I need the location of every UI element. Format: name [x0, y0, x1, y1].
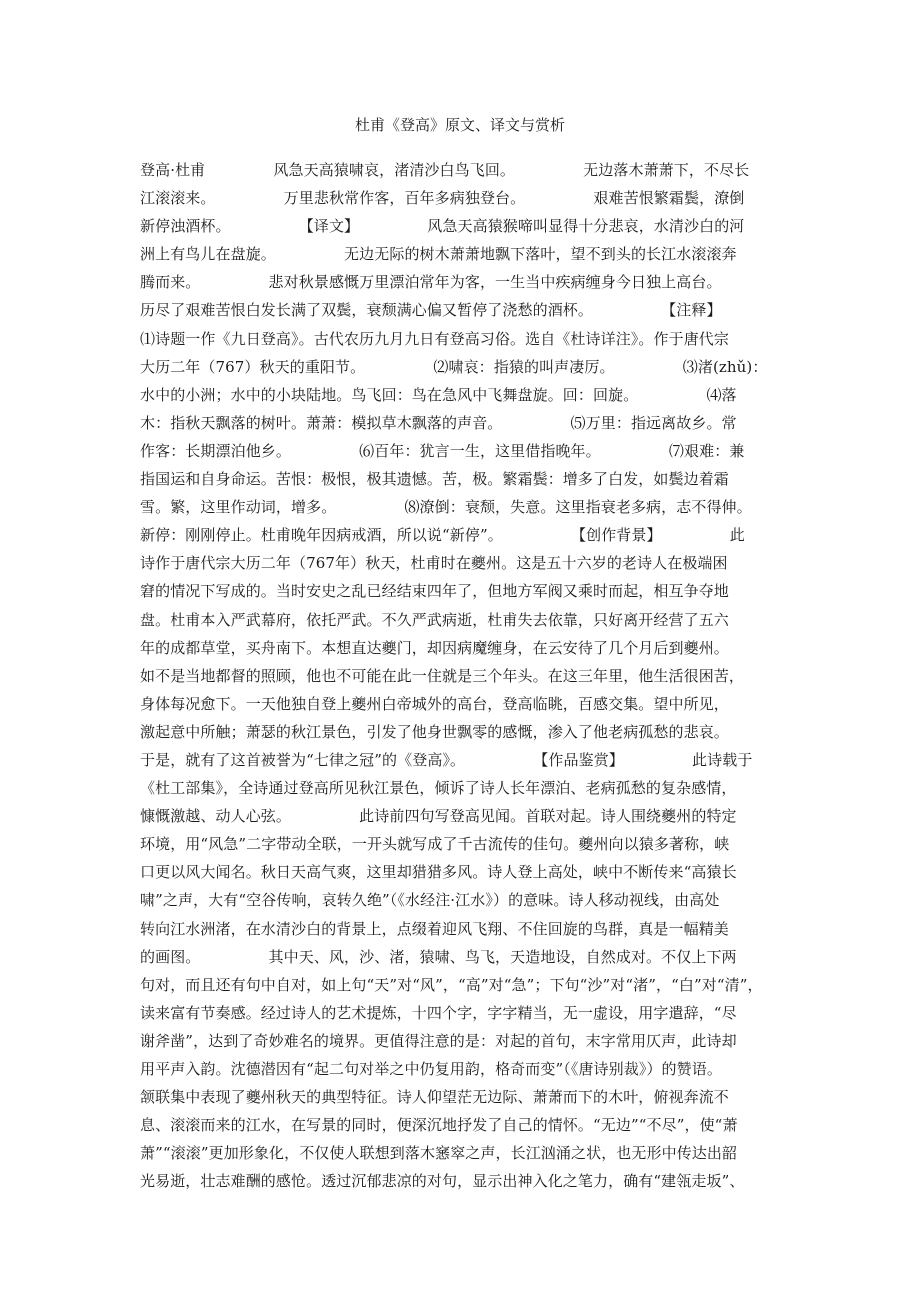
- text-line: 息、滚滚而来的江水，在写景的同时，便深沉地抒发了自己的情怀。“无边”“不尽”，使“萧: [140, 1116, 738, 1135]
- text-line: 历尽了艰难苦恨白发长满了双鬓，衰颓满心偏又暂停了浇愁的酒杯。 【注释】: [140, 301, 722, 320]
- text-line: 于是，就有了这首被誉为“七律之冠”的《登高》。 【作品鉴赏】 此诗载于: [140, 750, 753, 769]
- text-line: ⑴诗题一作《九日登高》。古代农历九月九日有登高习俗。选自《杜诗详注》。作于唐代宗: [140, 329, 730, 348]
- article-body: [140, 156, 790, 1195]
- text-line: 用平声入韵。沈德潜因有“起二句对举之中仍复用韵，格奇而变”（《唐诗别裁》）的赞语。: [140, 1060, 722, 1078]
- text-line: 身体每况愈下。一天他独自登上夔州白帝城外的高台，登高临眺，百感交集。望中所见，: [140, 694, 729, 713]
- text-line: 年的成都草堂，买舟南下。本想直达夔门，却因病魔缠身，在云安待了几个月后到夔州。: [140, 638, 729, 657]
- text-line: 登高·杜甫 风急天高猿啸哀，渚清沙白鸟飞回。 无边落木萧萧下，不尽长: [140, 161, 750, 179]
- text-line: 木：指秋天飘落的树叶。萧萧：模拟草木飘落的声音。 ⑸万里：指远离故乡。常: [140, 413, 737, 432]
- text-line: 如不是当地都督的照顾，他也不可能在此一住就是三个年头。在这三年里，他生活很困苦，: [140, 666, 745, 685]
- text-line: 水中的小洲；水中的小块陆地。鸟飞回：鸟在急风中飞舞盘旋。回：回旋。 ⑷落: [140, 385, 737, 404]
- text-line: 诗作于唐代宗大历二年（767年）秋天，杜甫时在夔州。这是五十六岁的老诗人在极端困: [140, 554, 728, 573]
- text-line: 雪。繁，这里作动词，增多。 ⑻潦倒：衰颓，失意。这里指衰老多病，志不得伸。: [140, 498, 752, 517]
- text-line: 环境，用“风急”二字带动全联，一开头就写成了千古流传的佳句。夔州向以猿多著称，峡: [140, 835, 730, 854]
- text-line: 激起意中所触；萧瑟的秋江景色，引发了他身世飘零的感慨，渗入了他老病孤愁的悲哀。: [140, 722, 729, 741]
- text-line: 萧”“滚滚”更加形象化，不仅使人联想到落木窸窣之声，长江汹涌之状，也无形中传达出韶: [140, 1144, 738, 1163]
- text-line: 新停：刚刚停止。杜甫晚年因病戒酒，所以说“新停”。 【创作背景】 此: [140, 526, 745, 545]
- text-line: 光易逝，壮志难酬的感怆。透过沉郁悲凉的对句，显示出神入化之笔力，确有“建瓴走坂”、: [140, 1172, 745, 1191]
- text-line: 句对，而且还有句中自对，如上句“天”对“风”，“高”对“急”；下句“沙”对“渚”，“白”对“清”，: [140, 975, 763, 994]
- text-line: 转向江水洲渚，在水清沙白的背景上，点缀着迎风飞翔、不住回旋的鸟群，真是一幅精美: [140, 919, 729, 938]
- text-line: 指国运和自身命运。苦恨：极恨，极其遗憾。苦，极。繁霜鬓：增多了白发，如鬓边着霜: [140, 470, 729, 489]
- text-line: 江滚滚来。 万里悲秋常作客，百年多病独登台。 艰难苦恨繁霜鬓，潦倒: [140, 189, 745, 208]
- text-line: 腾而来。 悲对秋景感慨万里漂泊常年为客，一生当中疾病缠身今日独上高台。: [140, 273, 722, 292]
- text-line: 颔联集中表现了夔州秋天的典型特征。诗人仰望茫无边际、萧萧而下的木叶，俯视奔流不: [140, 1088, 729, 1107]
- text-line: 大历二年（767）秋天的重阳节。 ⑵啸哀：指猿的叫声凄厉。 ⑶渚(zhǔ)：: [140, 357, 768, 376]
- text-line: 作客：长期漂泊他乡。 ⑹百年：犹言一生，这里借指晚年。 ⑺艰难：兼: [140, 441, 745, 460]
- text-line: 洲上有鸟儿在盘旋。 无边无际的树木萧萧地飘下落叶，望不到头的长江水滚滚奔: [140, 245, 737, 264]
- text-line: 《杜工部集》，全诗通过登高所见秋江景色，倾诉了诗人长年漂泊、老病孤愁的复杂感情，: [140, 779, 737, 798]
- text-line: 盘。杜甫本入严武幕府，依托严武。不久严武病逝，杜甫失去依靠，只好离开经营了五六: [140, 610, 729, 629]
- text-line: 新停浊酒杯。 【译文】 风急天高猿猴啼叫显得十分悲哀，水清沙白的河: [140, 217, 745, 236]
- text-line: 读来富有节奏感。经过诗人的艺术提炼，十四个字，字字精当，无一虚设，用字遣辞，“尽: [140, 1003, 737, 1022]
- text-line: 谢斧凿”，达到了奇妙难名的境界。更值得注意的是：对起的首句，末字常用仄声，此诗却: [140, 1031, 737, 1050]
- text-line: 慷慨激越、动人心弦。 此诗前四句写登高见闻。首联对起。诗人围绕夔州的特定: [140, 807, 737, 826]
- text-line: 窘的情况下写成的。当时安史之乱已经结束四年了，但地方军阀又乘时而起，相互争夺地: [140, 582, 729, 601]
- text-line: 的画图。 其中天、风，沙、渚，猿啸、鸟飞，天造地设，自然成对。不仅上下两: [140, 947, 737, 966]
- page-title: 杜甫《登高》原文、译文与赏析: [354, 116, 565, 134]
- text-line: 啸”之声，大有“空谷传响，哀转久绝”（《水经注·江水》）的意味。诗人移动视线，由高处: [140, 891, 720, 910]
- text-line: 口更以风大闻名。秋日天高气爽，这里却猎猎多风。诗人登上高处，峡中不断传来“高猿长: [140, 863, 737, 882]
